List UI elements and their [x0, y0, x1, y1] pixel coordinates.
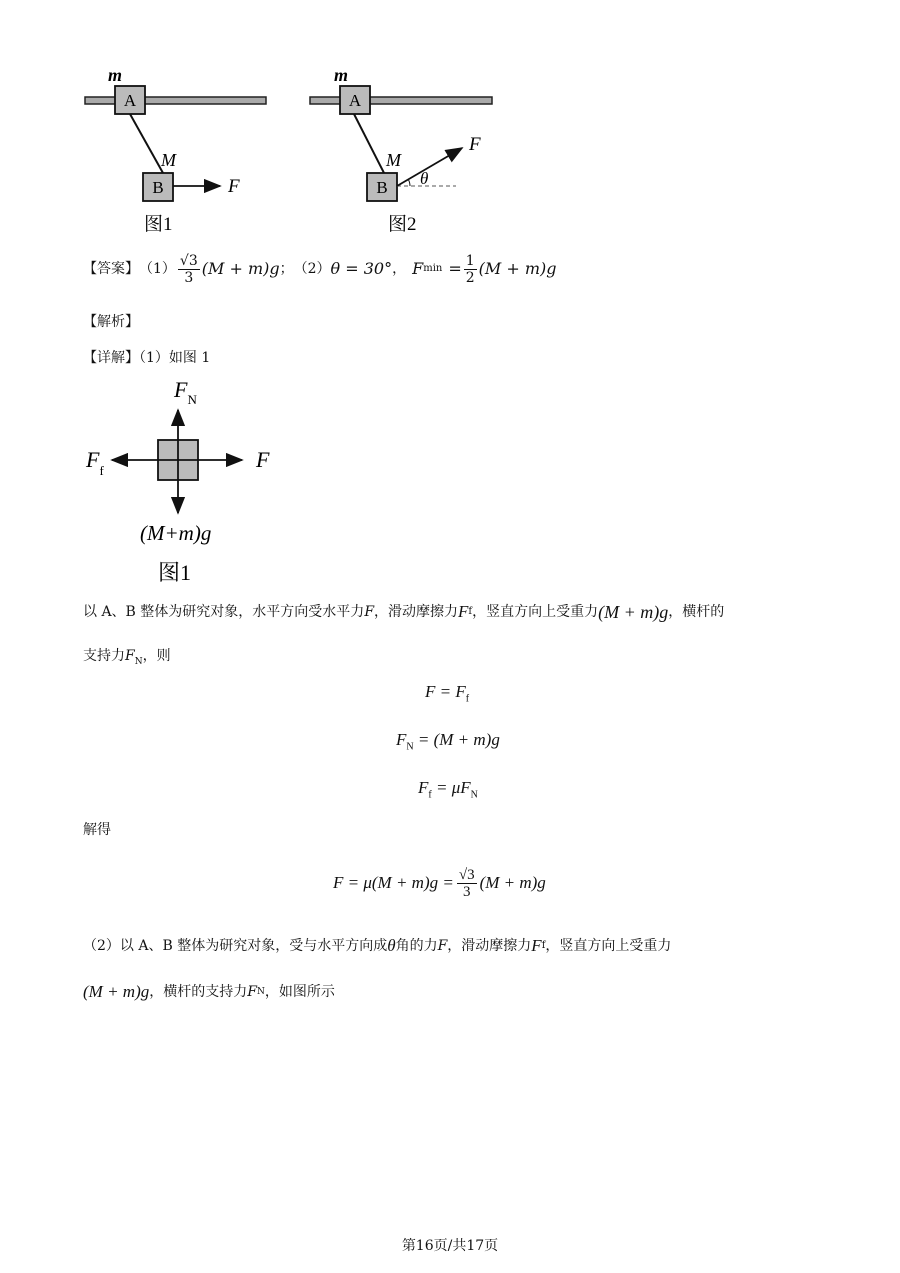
detail-tag: 【详解】 — [83, 350, 139, 366]
fig1-block-a-label: A — [123, 91, 137, 110]
p2-theta: θ — [387, 936, 396, 955]
friction-F: F — [86, 447, 100, 472]
applied-force-label: F — [256, 447, 270, 472]
answer-separator: ； — [279, 261, 294, 277]
p1-normal-sub: N — [134, 656, 143, 667]
figure-2 — [310, 65, 492, 235]
fig2-caption: 图2 — [388, 214, 417, 235]
fig2-mass-m: m — [334, 65, 349, 85]
solve-label: 解得 — [83, 822, 111, 838]
answer-comma: ， — [392, 261, 407, 277]
final-eq-fraction — [457, 867, 477, 900]
equation-2 — [396, 730, 500, 752]
friction-sub: f — [99, 463, 104, 478]
eq1-rhs-sub: f — [465, 693, 470, 705]
p1-force-f: F — [364, 604, 375, 620]
paragraph-1-line-2 — [83, 646, 171, 672]
equation-1 — [425, 682, 469, 704]
fig1-force-label: F — [228, 176, 240, 197]
paragraph-2-line-1 — [83, 934, 671, 958]
fig1-block-b-label: B — [152, 178, 164, 197]
normal-force-label — [173, 377, 197, 407]
paragraph-2-line-2 — [83, 980, 335, 1004]
top-figures — [70, 60, 530, 240]
answer-tag: 【答案】 — [83, 261, 139, 277]
fig2-string — [354, 114, 384, 173]
fig2-rod — [310, 97, 492, 104]
normal-force-sub: N — [187, 392, 197, 407]
p2-text-b: 角的力 — [395, 938, 438, 954]
answer-fmin-label: F — [412, 259, 424, 278]
p1-text-c: ，竖直方向上受重力 — [472, 604, 599, 620]
answer-angle: θ = 30° — [330, 259, 393, 278]
force-diagram — [80, 375, 290, 590]
eq3-lhs: F — [418, 778, 429, 797]
answer-part1-fraction — [178, 253, 200, 286]
p1-text-e: 支持力 — [83, 648, 125, 664]
eq3-mid: = μF — [435, 778, 471, 797]
answer-part2-tail: (M + m)g — [478, 259, 557, 278]
final-equation — [333, 860, 546, 906]
final-eq-lhs: F = μ(M + m)g = — [333, 873, 454, 892]
page-footer: 第16页/共17页 — [401, 1238, 499, 1254]
p1-friction-sub: f — [468, 606, 473, 617]
eq3-lhs-sub: f — [428, 789, 432, 801]
fig2-block-b-label: B — [376, 178, 388, 197]
analysis-tag: 【解析】 — [83, 314, 139, 330]
answer-part1-label: （1） — [139, 261, 176, 277]
p2-force-f: F — [437, 938, 448, 954]
answer-part2-numerator: 1 — [465, 252, 475, 269]
final-eq-numerator: √3 — [458, 866, 475, 883]
p1-text-d: ，横杆的 — [668, 604, 725, 620]
p1-normal: F — [125, 648, 135, 664]
eq2-lhs-sub: N — [406, 741, 414, 753]
detail-line — [83, 348, 210, 368]
friction-label — [85, 447, 104, 478]
answer-part2-denominator: 2 — [465, 269, 475, 286]
paragraph-1-line-1 — [83, 600, 724, 624]
p1-text-g: ，则 — [142, 648, 171, 664]
p2-normal: F — [247, 984, 257, 1000]
p2-friction: F — [531, 936, 542, 955]
p2-text-a: （2）以 A、B 整体为研究对象，受与水平方向成 — [83, 938, 388, 954]
equation-3 — [418, 778, 478, 800]
fig2-block-a-label: A — [348, 91, 362, 110]
answer-line — [83, 248, 557, 290]
p1-gravity: (M + m)g — [598, 602, 669, 622]
answer-part2-label: （2） — [293, 261, 331, 277]
final-eq-tail: (M + m)g — [479, 873, 546, 892]
answer-part2-fraction — [464, 253, 477, 286]
eq1-lhs: F = — [425, 682, 452, 701]
answer-part1-numerator: √3 — [179, 252, 198, 269]
fig1-mass-m: m — [108, 65, 123, 85]
eq1-rhs: F — [455, 682, 466, 701]
fig2-angle-label: θ — [420, 169, 429, 188]
p2-text-d: ，竖直方向上受重力 — [545, 938, 672, 954]
answer-eq-sign: = — [448, 259, 462, 278]
p2-text-e: ，横杆的支持力 — [149, 984, 248, 1000]
fig1-rod — [85, 97, 266, 104]
figure-1 — [85, 65, 266, 235]
answer-part1-denominator: 3 — [184, 269, 194, 286]
fig1-caption: 图1 — [144, 214, 173, 235]
fig1-mass-M: M — [161, 150, 176, 170]
detail-intro: （1）如图 1 — [139, 350, 211, 366]
final-eq-denominator: 3 — [462, 883, 471, 900]
answer-part1-tail: (M + m)g — [201, 259, 280, 278]
eq3-rhs-sub: N — [470, 789, 478, 801]
fig2-force-arrow — [397, 148, 462, 186]
p2-text-g: ，如图所示 — [264, 984, 335, 1000]
p2-text-c: ，滑动摩擦力 — [447, 938, 532, 954]
p1-text-a: 以 A、B 整体为研究对象，水平方向受水平力 — [83, 604, 365, 620]
p2-friction-sub: f — [541, 940, 546, 951]
p2-gravity: (M + m)g — [83, 982, 150, 1001]
fig2-force-label: F — [469, 134, 481, 155]
normal-force-F: F — [174, 377, 188, 402]
p2-normal-sub: N — [256, 987, 265, 997]
answer-fmin-sub: min — [423, 263, 443, 274]
p1-text-b: ，滑动摩擦力 — [374, 604, 459, 620]
eq2-rhs: = (M + m)g — [417, 730, 500, 749]
gravity-label: (M+m)g — [140, 521, 212, 545]
fig2-mass-M: M — [386, 150, 401, 170]
eq2-lhs: F — [396, 730, 407, 749]
fig2-angle-arc — [408, 179, 410, 186]
p1-friction: F — [458, 602, 469, 621]
force-diagram-caption: 图1 — [158, 560, 192, 585]
fig1-string — [130, 114, 163, 173]
